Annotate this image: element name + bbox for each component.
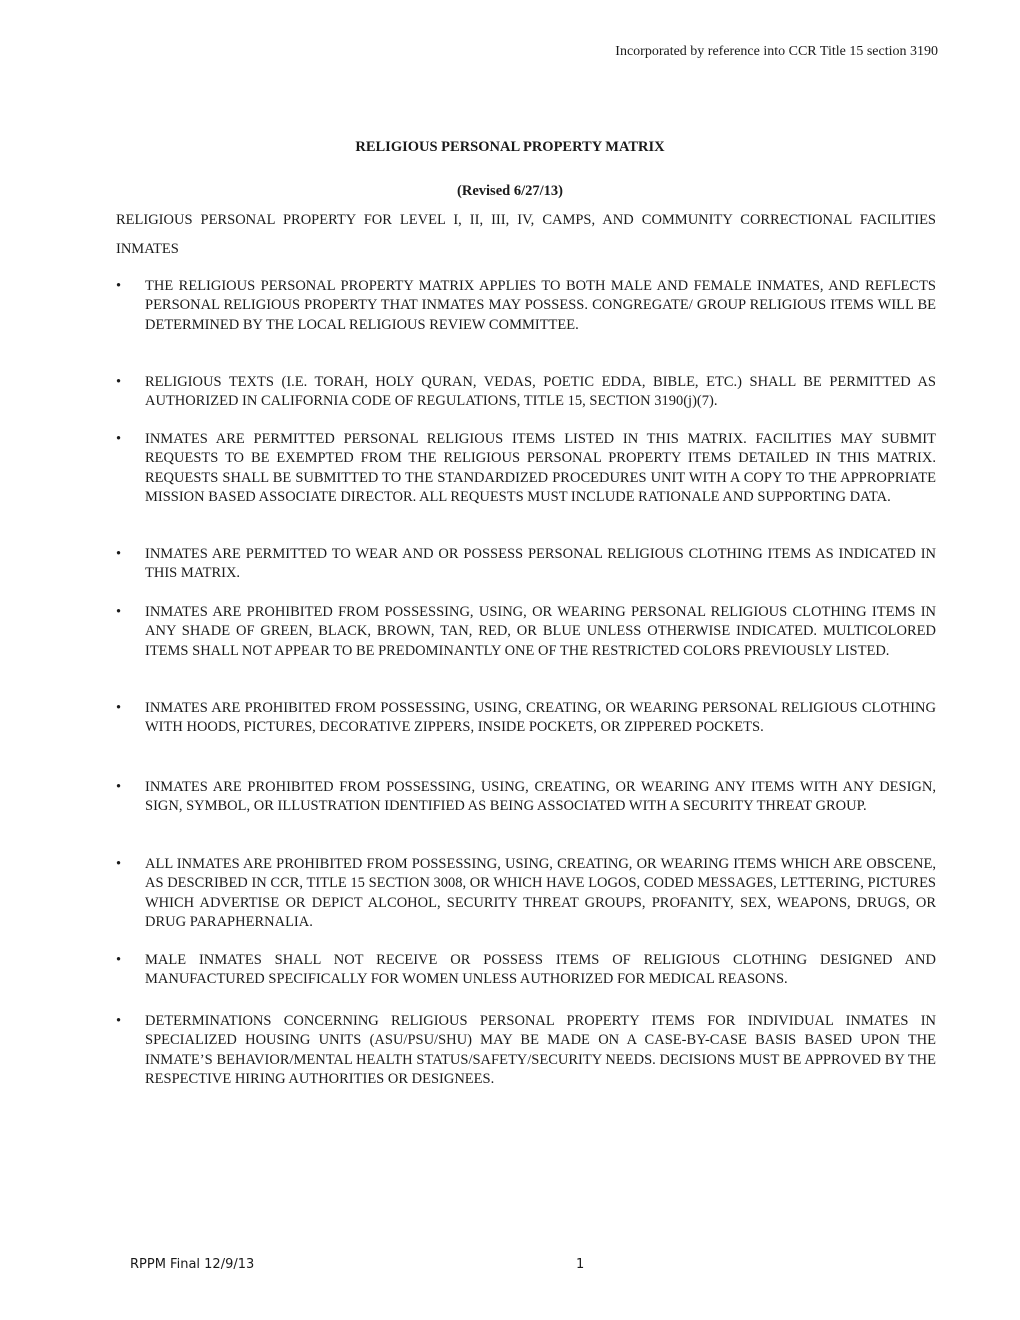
- list-item: [116, 951, 936, 990]
- bullet-text: INMATES ARE PERMITTED PERSONAL RELIGIOUS ITEMS LISTED IN THIS MATRIX. FACILITIES MAY SUBMIT REQUESTS TO BE EXEMPTED FROM THE RELIGIOUS PERSONAL PROPERTY ITEMS DETAILED IN THIS MATRIX. REQUESTS SHALL BE SUBMITTED TO THE STANDARDIZED PROCEDURES UNIT WITH A COPY TO THE APPROPRIATE MISSION BASED ASSOCIATE DIRECTOR. ALL REQUESTS MUST INCLUDE RATIONALE AND SUPPORTING DATA.: [145, 431, 936, 505]
- bullet-text: INMATES ARE PROHIBITED FROM POSSESSING, USING, CREATING, OR WEARING ANY ITEMS WITH ANY DESIGN, SIGN, SYMBOL, OR ILLUSTRATION IDENTIFIED AS BEING ASSOCIATED WITH A SECURITY THREAT GROUP.: [145, 779, 936, 815]
- header-reference: Incorporated by reference into CCR Title 15 section 3190: [615, 44, 938, 59]
- bullet-text: INMATES ARE PROHIBITED FROM POSSESSING, USING, CREATING, OR WEARING PERSONAL RELIGIOUS CLOTHING WITH HOODS, PICTURES, DECORATIVE ZIPPERS, INSIDE POCKETS, OR ZIPPERED POCKETS.: [145, 700, 936, 736]
- bullet-icon: •: [116, 278, 122, 294]
- bullet-text: MALE INMATES SHALL NOT RECEIVE OR POSSESS ITEMS OF RELIGIOUS CLOTHING DESIGNED AND MANUFACTURED SPECIFICALLY FOR WOMEN UNLESS AUTHORIZED FOR MEDICAL REASONS.: [145, 952, 936, 988]
- footer-label: RPPM Final 12/9/13: [130, 1257, 255, 1272]
- bullet-text: RELIGIOUS TEXTS (I.E. TORAH, HOLY QURAN, VEDAS, POETIC EDDA, BIBLE, ETC.) SHALL BE PERMITTED AS AUTHORIZED IN CALIFORNIA CODE OF REGULATIONS, TITLE 15, SECTION 3190(j)(7).: [145, 374, 936, 410]
- bullet-text: INMATES ARE PROHIBITED FROM POSSESSING, USING, OR WEARING PERSONAL RELIGIOUS CLOTHING ITEMS IN ANY SHADE OF GREEN, BLACK, BROWN, TAN, RED, OR BLUE UNLESS OTHERWISE INDICATED. MULTICOLORED ITEMS SHALL NOT APPEAR TO BE PREDOMINANTLY ONE OF THE RESTRICTED COLORS PREVIOUSLY LISTED.: [145, 604, 936, 659]
- bullet-icon: •: [116, 779, 122, 795]
- list-item: [116, 778, 936, 817]
- page-number: 1: [576, 1257, 585, 1272]
- bullet-icon: •: [116, 700, 122, 716]
- bullet-text: THE RELIGIOUS PERSONAL PROPERTY MATRIX APPLIES TO BOTH MALE AND FEMALE INMATES, AND REFLECTS PERSONAL RELIGIOUS PROPERTY THAT INMATES MAY POSSESS. CONGREGATE/ GROUP RELIGIOUS ITEMS WILL BE DETERMINED BY THE LOCAL RELIGIOUS REVIEW COMMITTEE.: [145, 278, 936, 333]
- list-item: [116, 545, 936, 584]
- bullet-text: DETERMINATIONS CONCERNING RELIGIOUS PERSONAL PROPERTY ITEMS FOR INDIVIDUAL INMATES IN SPECIALIZED HOUSING UNITS (ASU/PSU/SHU) MAY BE MADE ON A CASE-BY-CASE BASIS BASED UPON THE INMATE’S BEHAVIOR/MENTAL HEALTH STATUS/SAFETY/SECURITY NEEDS. DECISIONS MUST BE APPROVED BY THE RESPECTIVE HIRING AUTHORITIES OR DESIGNEES.: [145, 1013, 936, 1087]
- list-item: [116, 855, 936, 932]
- bullet-text: INMATES ARE PERMITTED TO WEAR AND OR POSSESS PERSONAL RELIGIOUS CLOTHING ITEMS AS INDICATED IN THIS MATRIX.: [145, 546, 936, 582]
- document-title: RELIGIOUS PERSONAL PROPERTY MATRIX: [355, 139, 665, 155]
- bullet-icon: •: [116, 431, 122, 447]
- intro-heading: RELIGIOUS PERSONAL PROPERTY FOR LEVEL I, II, III, IV, CAMPS, AND COMMUNITY CORRECTIONAL FACILITIES INMATES: [116, 212, 936, 257]
- list-item: [116, 373, 936, 412]
- bullet-icon: •: [116, 1013, 122, 1029]
- revision-date: (Revised 6/27/13): [457, 183, 563, 199]
- list-item: [116, 430, 936, 507]
- bullet-icon: •: [116, 952, 122, 968]
- bullet-icon: •: [116, 856, 122, 872]
- bullet-icon: •: [116, 546, 122, 562]
- list-item: [116, 603, 936, 661]
- list-item: [116, 1012, 936, 1089]
- list-item: [116, 277, 936, 335]
- bullet-text: ALL INMATES ARE PROHIBITED FROM POSSESSING, USING, CREATING, OR WEARING ITEMS WHICH ARE OBSCENE, AS DESCRIBED IN CCR, TITLE 15 SECTION 3008, OR WHICH HAVE LOGOS, CODED MESSAGES, LETTERING, PICTURES WHICH ADVERTISE OR DEPICT ALCOHOL, SECURITY THREAT GROUPS, PROFANITY, SEX, WEAPONS, DRUGS, OR DRUG PARAPHERNALIA.: [145, 856, 936, 930]
- bullet-icon: •: [116, 604, 122, 620]
- bullet-icon: •: [116, 374, 122, 390]
- list-item: [116, 699, 936, 738]
